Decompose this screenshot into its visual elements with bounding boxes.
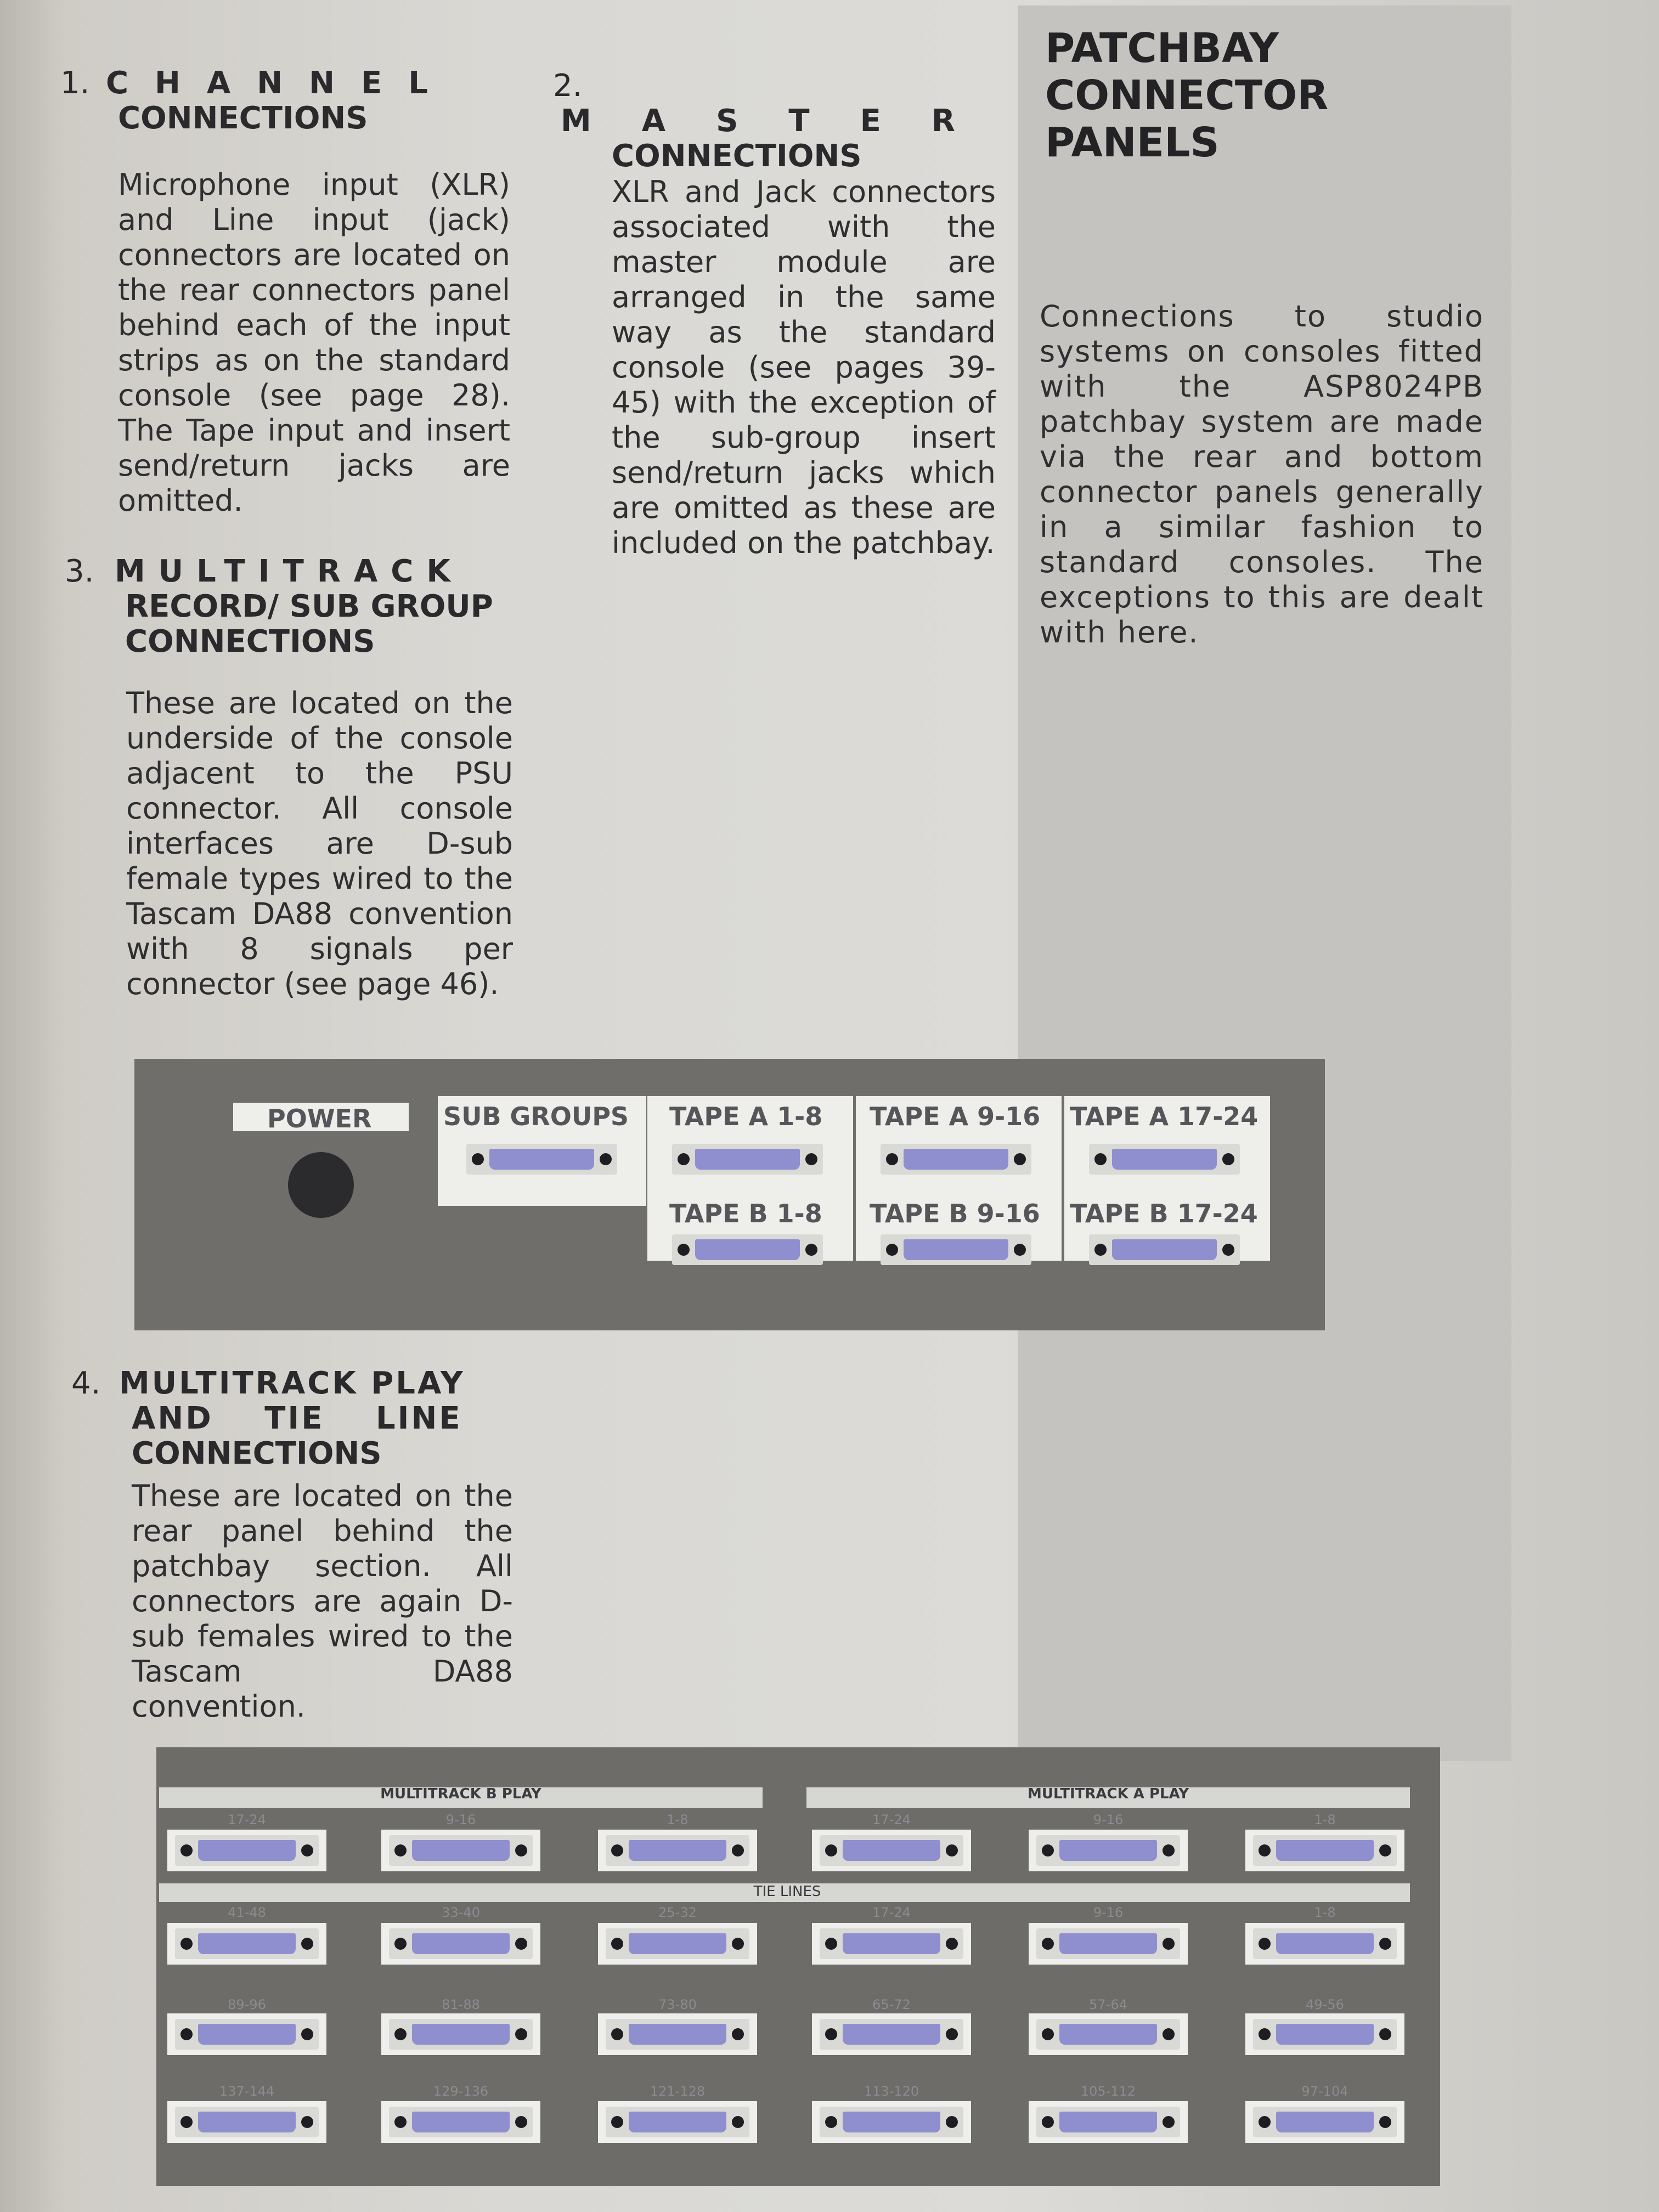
tie-lines-label: TIE LINES bbox=[753, 1883, 821, 1900]
d-sub-connector bbox=[812, 2101, 971, 2143]
sub-groups-connector bbox=[466, 1144, 617, 1175]
section-4-heading bbox=[71, 1366, 521, 1471]
d-sub-female bbox=[175, 1928, 319, 1959]
d-sub-connector bbox=[598, 1830, 757, 1871]
d-sub-female bbox=[1036, 2107, 1180, 2137]
connector-label: 137-144 bbox=[219, 2084, 275, 2099]
d-sub-connector bbox=[381, 1830, 540, 1871]
d-sub-female bbox=[175, 2107, 319, 2137]
d-sub-female bbox=[606, 2019, 749, 2050]
section-4-title-line3: CONNECTIONS bbox=[132, 1436, 382, 1471]
tape-a-17-24-label: TAPE A 17-24 bbox=[1070, 1102, 1259, 1131]
tape-a-17-24-connector bbox=[1089, 1144, 1240, 1175]
section-3-title-line3: CONNECTIONS bbox=[125, 624, 375, 659]
connector-label: 9-16 bbox=[1093, 1905, 1124, 1920]
d-sub-connector bbox=[1245, 2013, 1404, 2055]
connector-label: 41-48 bbox=[228, 1905, 266, 1920]
power-label: POWER bbox=[267, 1104, 372, 1133]
d-sub-female bbox=[606, 1835, 749, 1866]
connector-label: 1-8 bbox=[1314, 1812, 1336, 1827]
section-3-number: 3. bbox=[65, 554, 94, 589]
d-sub-connector bbox=[167, 2013, 326, 2055]
section-1-body: Microphone input (XLR) and Line input (jack) connectors are located on the rear connectors panel behind each of the input strips as on the standard console (see page 28). The Tape input and insert send/return jacks are omitted. bbox=[118, 167, 510, 518]
play-tie-line-panel bbox=[156, 1747, 1440, 2186]
section-2-title-line1: MASTER bbox=[561, 103, 1006, 139]
d-sub-female bbox=[389, 2019, 533, 2050]
section-3-heading bbox=[65, 554, 520, 659]
section-3-title-line1: MULTITRACK bbox=[114, 554, 464, 589]
connector-label: 9-16 bbox=[445, 1812, 476, 1827]
connector-label: 129-136 bbox=[433, 2084, 489, 2099]
d-sub-female bbox=[175, 2019, 319, 2050]
d-sub-female bbox=[1036, 1835, 1180, 1866]
d-sub-female bbox=[606, 2107, 749, 2137]
d-sub-connector bbox=[1245, 1830, 1404, 1871]
d-sub-female bbox=[389, 1835, 533, 1866]
tape-a-9-16-label: TAPE A 9-16 bbox=[870, 1102, 1041, 1131]
sub-groups-label: SUB GROUPS bbox=[443, 1102, 629, 1131]
d-sub-connector bbox=[1245, 1923, 1404, 1965]
connector-label: 25-32 bbox=[658, 1905, 697, 1920]
patchbay-side-panel bbox=[1018, 5, 1511, 1761]
d-sub-female bbox=[820, 2107, 963, 2137]
patchbay-title: PATCHBAY CONNECTOR PANELS bbox=[1045, 25, 1329, 166]
d-sub-connector bbox=[812, 2013, 971, 2055]
connector-label: 57-64 bbox=[1089, 1997, 1127, 2012]
connector-label: 89-96 bbox=[228, 1997, 266, 2012]
connector-label: 49-56 bbox=[1306, 1997, 1344, 2012]
section-3-body: These are located on the underside of the console adjacent to the PSU connector. All console interfaces are D-sub female types wired to the Tascam DA88 convention with 8 signals per connector (see page 46). bbox=[126, 686, 513, 1001]
d-sub-female bbox=[175, 1835, 319, 1866]
d-sub-female bbox=[389, 2107, 533, 2137]
connector-label: 17-24 bbox=[872, 1905, 911, 1920]
section-1-title-line1: CHANNEL bbox=[105, 65, 454, 101]
d-sub-female bbox=[820, 1928, 963, 1959]
multitrack-b-play-label: MULTITRACK B PLAY bbox=[380, 1786, 541, 1802]
connector-label: 73-80 bbox=[658, 1997, 697, 2012]
connector-label: 65-72 bbox=[872, 1997, 911, 2012]
section-1-number: 1. bbox=[60, 65, 90, 101]
tape-b-1-8-connector bbox=[672, 1234, 823, 1265]
d-sub-connector bbox=[167, 1830, 326, 1871]
tape-b-1-8-label: TAPE B 1-8 bbox=[669, 1199, 822, 1228]
d-sub-connector bbox=[812, 1923, 971, 1965]
section-2-heading bbox=[553, 68, 1006, 174]
section-4-body: These are located on the rear panel behind the patchbay section. All connectors are again D-sub females wired to the Tascam DA88 convention. bbox=[132, 1479, 513, 1724]
d-sub-connector bbox=[598, 2101, 757, 2143]
d-sub-connector bbox=[1029, 1830, 1188, 1871]
connector-label: 81-88 bbox=[442, 1997, 480, 2012]
d-sub-connector bbox=[598, 1923, 757, 1965]
d-sub-connector bbox=[1029, 2013, 1188, 2055]
d-sub-female bbox=[1253, 2019, 1397, 2050]
connector-label: 33-40 bbox=[442, 1905, 480, 1920]
d-sub-female bbox=[606, 1928, 749, 1959]
d-sub-female bbox=[1036, 1928, 1180, 1959]
d-sub-female bbox=[1253, 1835, 1397, 1866]
section-2-number: 2. bbox=[553, 68, 583, 104]
section-1-title-line2: CONNECTIONS bbox=[118, 100, 368, 136]
connector-label: 105-112 bbox=[1080, 2084, 1136, 2099]
d-sub-female bbox=[389, 1928, 533, 1959]
d-sub-female bbox=[1253, 1928, 1397, 1959]
d-sub-connector bbox=[812, 1830, 971, 1871]
record-connector-panel bbox=[134, 1059, 1325, 1330]
d-sub-connector bbox=[381, 2101, 540, 2143]
tape-b-9-16-label: TAPE B 9-16 bbox=[870, 1199, 1040, 1228]
connector-label: 121-128 bbox=[650, 2084, 706, 2099]
connector-label: 17-24 bbox=[872, 1812, 911, 1827]
section-4-title-line1: MULTITRACK PLAY bbox=[119, 1365, 465, 1401]
d-sub-female bbox=[1253, 2107, 1397, 2137]
section-1-heading bbox=[60, 66, 510, 136]
patchbay-intro: Connections to studio systems on consoles fitted with the ASP8024PB patchbay system are made via the rear and bottom connector panels generally in a similar fashion to standard consoles. The exceptions to this are dealt with here. bbox=[1040, 299, 1484, 650]
connector-label: 9-16 bbox=[1093, 1812, 1124, 1827]
d-sub-female bbox=[820, 2019, 963, 2050]
section-2-body: XLR and Jack connectors associated with the master module are arranged in the same way as the standard console (see pages 39-45) with the exception of the sub-group insert send/return jacks which are omitted as these are included on the patchbay. bbox=[612, 174, 996, 560]
d-sub-female bbox=[820, 1835, 963, 1866]
connector-label: 97-104 bbox=[1301, 2084, 1348, 2099]
d-sub-connector bbox=[381, 2013, 540, 2055]
section-4-number: 4. bbox=[71, 1365, 101, 1401]
tape-b-17-24-label: TAPE B 17-24 bbox=[1070, 1199, 1258, 1228]
section-3-title-line2: RECORD/ SUB GROUP bbox=[125, 589, 493, 624]
d-sub-connector bbox=[381, 1923, 540, 1965]
d-sub-connector bbox=[598, 2013, 757, 2055]
tape-a-1-8-connector bbox=[672, 1144, 823, 1175]
d-sub-connector bbox=[167, 1923, 326, 1965]
connector-label: 1-8 bbox=[667, 1812, 689, 1827]
d-sub-connector bbox=[1029, 1923, 1188, 1965]
tape-a-1-8-label: TAPE A 1-8 bbox=[669, 1102, 823, 1131]
d-sub-connector bbox=[1245, 2101, 1404, 2143]
section-2-title-line2: CONNECTIONS bbox=[612, 138, 862, 174]
connector-label: 17-24 bbox=[228, 1812, 266, 1827]
tape-a-9-16-connector bbox=[881, 1144, 1031, 1175]
connector-label: 1-8 bbox=[1314, 1905, 1336, 1920]
d-sub-connector bbox=[167, 2101, 326, 2143]
power-connector bbox=[288, 1152, 354, 1218]
d-sub-female bbox=[1036, 2019, 1180, 2050]
section-4-title-line2: AND TIE LINE bbox=[132, 1401, 462, 1436]
connector-label: 113-120 bbox=[864, 2084, 919, 2099]
multitrack-a-play-label: MULTITRACK A PLAY bbox=[1027, 1786, 1189, 1802]
tape-b-9-16-connector bbox=[881, 1234, 1031, 1265]
d-sub-connector bbox=[1029, 2101, 1188, 2143]
tape-b-17-24-connector bbox=[1089, 1234, 1240, 1265]
